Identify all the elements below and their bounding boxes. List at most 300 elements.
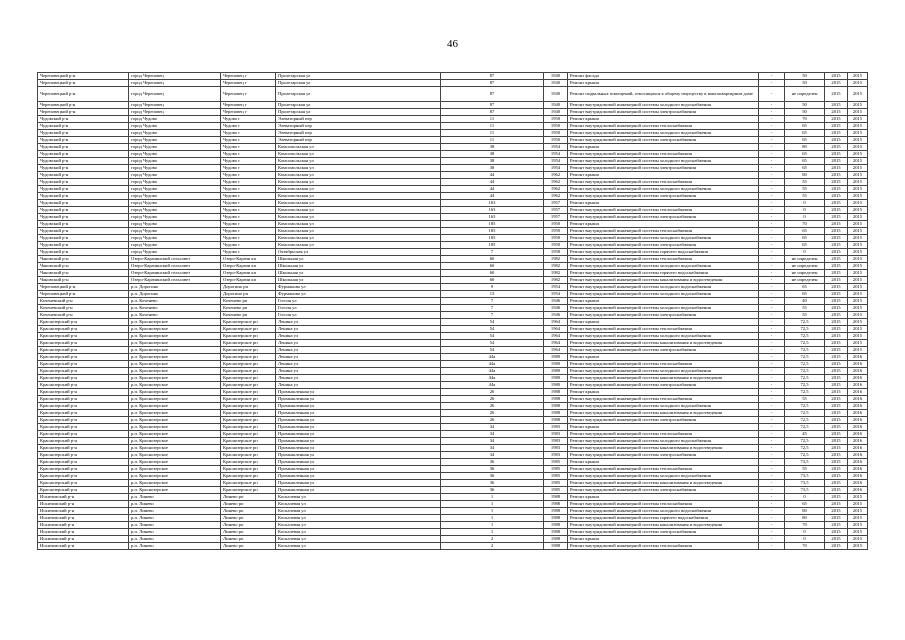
dash-cell: - xyxy=(759,298,785,305)
street-cell: Промышленная ул xyxy=(276,431,441,438)
house-number-cell: 54 xyxy=(441,340,544,347)
municipality-cell: р.п. Краснозерское xyxy=(129,340,221,347)
municipality-cell: город Чудово xyxy=(129,221,221,228)
table-row xyxy=(38,382,868,389)
district-cell: Коченевский р-н xyxy=(38,298,129,305)
street-cell: Элеваторный пер xyxy=(276,137,441,144)
start-year-cell: 2015 xyxy=(825,417,848,424)
end-year-cell: 2015 xyxy=(848,263,868,270)
start-year-cell: 2015 xyxy=(825,424,848,431)
street-cell: Комсомольская ул xyxy=(276,172,441,179)
municipality-cell: город Чудово xyxy=(129,172,221,179)
street-cell: Школьная ул xyxy=(276,256,441,263)
dash-cell: - xyxy=(759,445,785,452)
house-number-cell: 185 xyxy=(441,235,544,242)
house-number-cell: 87 xyxy=(441,73,544,80)
locality-cell: Коченево рп xyxy=(221,305,276,312)
start-year-cell: 2015 xyxy=(825,284,848,291)
house-number-cell: 185 xyxy=(441,221,544,228)
district-cell: Краснозерский р-н xyxy=(38,431,129,438)
build-year-cell: 1988 xyxy=(544,403,568,410)
wear-percent-cell: 55 xyxy=(785,305,825,312)
start-year-cell: 2015 xyxy=(825,228,848,235)
table-row xyxy=(38,536,868,543)
start-year-cell: 2015 xyxy=(825,256,848,263)
house-number-cell: 38 xyxy=(441,165,544,172)
table-row xyxy=(38,87,868,102)
start-year-cell: 2015 xyxy=(825,347,848,354)
build-year-cell: 1985 xyxy=(544,459,568,466)
house-number-cell: 44а xyxy=(441,368,544,375)
locality-cell: Череповец г xyxy=(221,80,276,87)
end-year-cell: 2016 xyxy=(848,403,868,410)
table-row xyxy=(38,312,868,319)
municipality-cell: город Чудово xyxy=(129,200,221,207)
build-year-cell: 1988 xyxy=(544,501,568,508)
start-year-cell: 2015 xyxy=(825,235,848,242)
district-cell: Краснозерский р-н xyxy=(38,354,129,361)
street-cell: Гоголя ул xyxy=(276,312,441,319)
work-type-cell: Ремонт внутридомовой инженерной системы горячего водоснабжения xyxy=(568,515,759,522)
house-number-cell: 1 xyxy=(441,501,544,508)
build-year-cell: 1950 xyxy=(544,228,568,235)
build-year-cell: 1957 xyxy=(544,200,568,207)
wear-percent-cell: 72,5 xyxy=(785,452,825,459)
street-cell: Школьная ул xyxy=(276,263,441,270)
house-number-cell: 87 xyxy=(441,102,544,109)
end-year-cell: 2015 xyxy=(848,249,868,256)
wear-percent-cell: 0 xyxy=(785,200,825,207)
wear-percent-cell: 80 xyxy=(785,172,825,179)
district-cell: Искитимский р-н xyxy=(38,515,129,522)
build-year-cell: 1988 xyxy=(544,529,568,536)
house-number-cell: 44 xyxy=(441,193,544,200)
dash-cell: - xyxy=(759,326,785,333)
wear-percent-cell: 65 xyxy=(785,123,825,130)
dash-cell: - xyxy=(759,466,785,473)
street-cell: Комсомольская ул xyxy=(276,158,441,165)
dash-cell: - xyxy=(759,319,785,326)
locality-cell: Линево рп xyxy=(221,508,276,515)
work-type-cell: Ремонт внутридомовой инженерной системы теплоснабжения xyxy=(568,501,759,508)
dash-cell: - xyxy=(759,158,785,165)
start-year-cell: 2015 xyxy=(825,144,848,151)
street-cell: Промышленная ул xyxy=(276,473,441,480)
start-year-cell: 2015 xyxy=(825,389,848,396)
municipality-cell: город Череповец xyxy=(129,102,221,109)
start-year-cell: 2015 xyxy=(825,298,848,305)
table-row xyxy=(38,137,868,144)
municipality-cell: город Череповец xyxy=(129,73,221,80)
locality-cell: Линево рп xyxy=(221,494,276,501)
street-cell: Промышленная ул xyxy=(276,480,441,487)
locality-cell: Краснозерское рп xyxy=(221,368,276,375)
end-year-cell: 2015 xyxy=(848,186,868,193)
work-type-cell: Ремонт внутридомовой инженерной системы холодного водоснабжения xyxy=(568,130,759,137)
street-cell: Ленина ул xyxy=(276,382,441,389)
municipality-cell: р.п. Линево xyxy=(129,515,221,522)
end-year-cell: 2015 xyxy=(848,333,868,340)
house-number-cell: 36 xyxy=(441,466,544,473)
street-cell: Коскалевая ул xyxy=(276,515,441,522)
table-row xyxy=(38,144,868,151)
street-cell: Фурманова ул xyxy=(276,284,441,291)
dash-cell: - xyxy=(759,87,785,102)
wear-percent-cell: не определен xyxy=(785,87,825,102)
end-year-cell: 2015 xyxy=(848,214,868,221)
street-cell: Коскалевая ул xyxy=(276,543,441,550)
work-type-cell: Ремонт внутридомовой инженерной системы канализования и водоотведения xyxy=(568,277,759,284)
build-year-cell: 1954 xyxy=(544,151,568,158)
house-number-cell: 11 xyxy=(441,116,544,123)
build-year-cell: 1950 xyxy=(544,116,568,123)
work-type-cell: Ремонт внутридомовой инженерной системы электроснабжения xyxy=(568,417,759,424)
locality-cell: Чудово г xyxy=(221,207,276,214)
build-year-cell: 1950 xyxy=(544,130,568,137)
end-year-cell: 2015 xyxy=(848,87,868,102)
district-cell: Краснозерский р-н xyxy=(38,326,129,333)
end-year-cell: 2015 xyxy=(848,109,868,116)
locality-cell: Череповец г xyxy=(221,73,276,80)
table-row xyxy=(38,438,868,445)
locality-cell: Чудово г xyxy=(221,158,276,165)
table-row xyxy=(38,431,868,438)
municipality-cell: р.п. Краснозерское xyxy=(129,417,221,424)
work-type-cell: Ремонт внутридомовой инженерной системы канализования и водоотведения xyxy=(568,445,759,452)
street-cell: Комсомольская ул xyxy=(276,165,441,172)
end-year-cell: 2015 xyxy=(848,305,868,312)
street-cell: Ленина ул xyxy=(276,354,441,361)
end-year-cell: 2015 xyxy=(848,536,868,543)
district-cell: Краснозерский р-н xyxy=(38,347,129,354)
end-year-cell: 2015 xyxy=(848,494,868,501)
locality-cell: Чудово г xyxy=(221,137,276,144)
locality-cell: Краснозерское рп xyxy=(221,340,276,347)
dash-cell: - xyxy=(759,186,785,193)
dash-cell: - xyxy=(759,165,785,172)
house-number-cell: 11 xyxy=(441,137,544,144)
locality-cell: Краснозерское рп xyxy=(221,466,276,473)
municipality-cell: город Череповец xyxy=(129,80,221,87)
house-number-cell: 9 xyxy=(441,284,544,291)
municipality-cell: р.п. Краснозерское xyxy=(129,326,221,333)
house-number-cell: 44 xyxy=(441,179,544,186)
wear-percent-cell: 72,5 xyxy=(785,410,825,417)
work-type-cell: Ремонт внутридомовой инженерной системы холодного водоснабжения xyxy=(568,235,759,242)
street-cell: Комсомольская ул xyxy=(276,207,441,214)
table-row xyxy=(38,221,868,228)
table-row xyxy=(38,151,868,158)
end-year-cell: 2015 xyxy=(848,529,868,536)
municipality-cell: город Чудово xyxy=(129,186,221,193)
locality-cell: Краснозерское рп xyxy=(221,326,276,333)
dash-cell: - xyxy=(759,347,785,354)
locality-cell: Коченево рп xyxy=(221,298,276,305)
start-year-cell: 2015 xyxy=(825,73,848,80)
end-year-cell: 2015 xyxy=(848,242,868,249)
work-type-cell: Ремонт крыши xyxy=(568,172,759,179)
street-cell: Промышленная ул xyxy=(276,438,441,445)
end-year-cell: 2015 xyxy=(848,347,868,354)
dash-cell: - xyxy=(759,137,785,144)
dash-cell: - xyxy=(759,179,785,186)
start-year-cell: 2015 xyxy=(825,172,848,179)
district-cell: Краснозерский р-н xyxy=(38,319,129,326)
district-cell: Краснозерский р-н xyxy=(38,438,129,445)
municipality-cell: город Чудово xyxy=(129,137,221,144)
municipality-cell: р.п. Краснозерское xyxy=(129,466,221,473)
locality-cell: Чудово г xyxy=(221,151,276,158)
street-cell: Комсомольская ул xyxy=(276,235,441,242)
table-row xyxy=(38,228,868,235)
dash-cell: - xyxy=(759,235,785,242)
build-year-cell: 1954 xyxy=(544,165,568,172)
work-type-cell: Ремонт внутридомовой инженерной системы теплоснабжения xyxy=(568,361,759,368)
wear-percent-cell: 65 xyxy=(785,242,825,249)
district-cell: Краснозерский р-н xyxy=(38,340,129,347)
house-number-cell: 1 xyxy=(441,529,544,536)
table-row xyxy=(38,473,868,480)
wear-percent-cell: 50 xyxy=(785,109,825,116)
locality-cell: Краснозерское рп xyxy=(221,417,276,424)
build-year-cell: 1980 xyxy=(544,375,568,382)
district-cell: Чудовский р-н xyxy=(38,193,129,200)
municipality-cell: р.п. Краснозерское xyxy=(129,333,221,340)
work-type-cell: Ремонт внутридомовой инженерной системы холодного водоснабжения xyxy=(568,508,759,515)
municipality-cell: р.п. Линево xyxy=(129,529,221,536)
start-year-cell: 2015 xyxy=(825,452,848,459)
build-year-cell: 1988 xyxy=(544,396,568,403)
table-row xyxy=(38,396,868,403)
dash-cell: - xyxy=(759,333,785,340)
district-cell: Чудовский р-н xyxy=(38,228,129,235)
wear-percent-cell: 0 xyxy=(785,494,825,501)
dash-cell: - xyxy=(759,382,785,389)
wear-percent-cell: 0 xyxy=(785,207,825,214)
street-cell: Промышленная ул xyxy=(276,410,441,417)
build-year-cell: 1962 xyxy=(544,172,568,179)
build-year-cell: 1954 xyxy=(544,144,568,151)
wear-percent-cell: 55 xyxy=(785,466,825,473)
build-year-cell: 1954 xyxy=(544,291,568,298)
municipality-cell: Озеро-Карачинский сельсовет xyxy=(129,277,221,284)
build-year-cell: 1940 xyxy=(544,73,568,80)
house-number-cell: 34 xyxy=(441,438,544,445)
build-year-cell: 1946 xyxy=(544,305,568,312)
house-number-cell: 54 xyxy=(441,347,544,354)
wear-percent-cell: 0 xyxy=(785,536,825,543)
municipality-cell: р.п. Краснозерское xyxy=(129,347,221,354)
municipality-cell: Озеро-Карачинский сельсовет xyxy=(129,256,221,263)
dash-cell: - xyxy=(759,73,785,80)
table-row xyxy=(38,403,868,410)
house-number-cell: 7 xyxy=(441,312,544,319)
dash-cell: - xyxy=(759,270,785,277)
table-row xyxy=(38,158,868,165)
locality-cell: Чудово г xyxy=(221,130,276,137)
build-year-cell: 1957 xyxy=(544,214,568,221)
work-type-cell: Ремонт внутридомовой инженерной системы электроснабжения xyxy=(568,487,759,494)
start-year-cell: 2015 xyxy=(825,536,848,543)
start-year-cell: 2015 xyxy=(825,340,848,347)
start-year-cell: 2015 xyxy=(825,151,848,158)
work-type-cell: Ремонт внутридомовой инженерной системы канализования и водоотведения xyxy=(568,480,759,487)
house-number-cell: 7 xyxy=(441,305,544,312)
house-number-cell: 36 xyxy=(441,459,544,466)
wear-percent-cell: 72,5 xyxy=(785,417,825,424)
start-year-cell: 2015 xyxy=(825,459,848,466)
dash-cell: - xyxy=(759,200,785,207)
table-row xyxy=(38,333,868,340)
locality-cell: Чудово г xyxy=(221,123,276,130)
district-cell: Чудовский р-н xyxy=(38,172,129,179)
municipality-cell: город Чудово xyxy=(129,228,221,235)
start-year-cell: 2015 xyxy=(825,333,848,340)
municipality-cell: город Чудово xyxy=(129,207,221,214)
district-cell: Краснозерский р-н xyxy=(38,382,129,389)
dash-cell: - xyxy=(759,263,785,270)
end-year-cell: 2015 xyxy=(848,102,868,109)
table-row xyxy=(38,193,868,200)
house-number-cell: 1 xyxy=(441,494,544,501)
start-year-cell: 2015 xyxy=(825,158,848,165)
end-year-cell: 2015 xyxy=(848,172,868,179)
street-cell: Пролетарская ул xyxy=(276,109,441,116)
build-year-cell: 1982 xyxy=(544,277,568,284)
district-cell: Краснозерский р-н xyxy=(38,410,129,417)
table-row xyxy=(38,340,868,347)
start-year-cell: 2015 xyxy=(825,109,848,116)
table-row xyxy=(38,466,868,473)
start-year-cell: 2015 xyxy=(825,80,848,87)
wear-percent-cell: 72,5 xyxy=(785,333,825,340)
start-year-cell: 2015 xyxy=(825,214,848,221)
municipality-cell: р.п. Линево xyxy=(129,536,221,543)
build-year-cell: 1962 xyxy=(544,179,568,186)
end-year-cell: 2015 xyxy=(848,522,868,529)
district-cell: Череповецкий р-н xyxy=(38,87,129,102)
table-row xyxy=(38,109,868,116)
locality-cell: Озеро-Карачи кп xyxy=(221,270,276,277)
house-number-cell: 34 xyxy=(441,424,544,431)
end-year-cell: 2015 xyxy=(848,270,868,277)
build-year-cell: 1950 xyxy=(544,137,568,144)
district-cell: Искитимский р-н xyxy=(38,508,129,515)
district-cell: Краснозерский р-н xyxy=(38,403,129,410)
table-row xyxy=(38,522,868,529)
municipality-cell: р.п. Краснозерское xyxy=(129,361,221,368)
build-year-cell: 1985 xyxy=(544,473,568,480)
house-number-cell: 163 xyxy=(441,207,544,214)
work-type-cell: Ремонт внутридомовой инженерной системы электроснабжения xyxy=(568,109,759,116)
street-cell: Гоголя ул xyxy=(276,305,441,312)
end-year-cell: 2016 xyxy=(848,389,868,396)
house-number-cell: 87 xyxy=(441,109,544,116)
wear-percent-cell: 55 xyxy=(785,396,825,403)
district-cell: Искитимский р-н xyxy=(38,494,129,501)
table-row xyxy=(38,319,868,326)
locality-cell: Озеро-Карачи кп xyxy=(221,256,276,263)
district-cell: Череповецкий р-н xyxy=(38,80,129,87)
street-cell: Ленина ул xyxy=(276,361,441,368)
table-row xyxy=(38,256,868,263)
street-cell: Комсомольская ул xyxy=(276,179,441,186)
locality-cell: Краснозерское рп xyxy=(221,487,276,494)
wear-percent-cell: 0 xyxy=(785,529,825,536)
end-year-cell: 2016 xyxy=(848,375,868,382)
table-row xyxy=(38,73,868,80)
house-number-cell: 26 xyxy=(441,389,544,396)
municipality-cell: р.п. Краснозерское xyxy=(129,480,221,487)
municipality-cell: р.п. Краснозерское xyxy=(129,431,221,438)
work-type-cell: Ремонт внутридомовой инженерной системы холодного водоснабжения xyxy=(568,438,759,445)
build-year-cell: 1962 xyxy=(544,186,568,193)
municipality-cell: город Чудово xyxy=(129,249,221,256)
build-year-cell: 1988 xyxy=(544,410,568,417)
table-row xyxy=(38,494,868,501)
start-year-cell: 2015 xyxy=(825,242,848,249)
house-number-cell: 54 xyxy=(441,319,544,326)
street-cell: Коскалевая ул xyxy=(276,536,441,543)
build-year-cell: 1964 xyxy=(544,340,568,347)
wear-percent-cell: 55 xyxy=(785,179,825,186)
district-cell: Чановский р-н xyxy=(38,277,129,284)
street-cell: Ленина ул xyxy=(276,333,441,340)
work-type-cell: Ремонт внутридомовой инженерной системы холодного водоснабжения xyxy=(568,284,759,291)
municipality-cell: р.п. Краснозерское xyxy=(129,403,221,410)
house-number-cell: 11 xyxy=(441,130,544,137)
street-cell: Комсомольская ул xyxy=(276,200,441,207)
municipality-cell: город Череповец xyxy=(129,109,221,116)
dash-cell: - xyxy=(759,102,785,109)
district-cell: Краснозерский р-н xyxy=(38,480,129,487)
start-year-cell: 2015 xyxy=(825,277,848,284)
district-cell: Краснозерский р-н xyxy=(38,361,129,368)
build-year-cell: 1988 xyxy=(544,417,568,424)
municipality-cell: р.п. Коченево xyxy=(129,312,221,319)
house-number-cell: 185 xyxy=(441,228,544,235)
work-type-cell: Ремонт внутридомовой инженерной системы канализования и водоотведения xyxy=(568,340,759,347)
wear-percent-cell: 65 xyxy=(785,158,825,165)
table-row xyxy=(38,207,868,214)
dash-cell: - xyxy=(759,221,785,228)
end-year-cell: 2015 xyxy=(848,256,868,263)
end-year-cell: 2015 xyxy=(848,200,868,207)
locality-cell: Чудово г xyxy=(221,144,276,151)
municipality-cell: Озеро-Карачинский сельсовет xyxy=(129,270,221,277)
district-cell: Искитимский р-н xyxy=(38,543,129,550)
table-row xyxy=(38,375,868,382)
locality-cell: Дорогино рп xyxy=(221,284,276,291)
build-year-cell: 1964 xyxy=(544,347,568,354)
district-cell: Чудовский р-н xyxy=(38,137,129,144)
build-year-cell: 1954 xyxy=(544,158,568,165)
municipality-cell: р.п. Линево xyxy=(129,501,221,508)
wear-percent-cell: 73,5 xyxy=(785,473,825,480)
dash-cell: - xyxy=(759,151,785,158)
street-cell: Пролетарская ул xyxy=(276,73,441,80)
work-type-cell: Ремонт внутридомовой инженерной системы канализования и водоотведения xyxy=(568,410,759,417)
locality-cell: Краснозерское рп xyxy=(221,480,276,487)
build-year-cell: 1980 xyxy=(544,354,568,361)
house-number-cell: 26 xyxy=(441,396,544,403)
work-type-cell: Ремонт крыши xyxy=(568,536,759,543)
street-cell: Элеваторный пер xyxy=(276,130,441,137)
district-cell: Искитимский р-н xyxy=(38,501,129,508)
end-year-cell: 2015 xyxy=(848,116,868,123)
table-row xyxy=(38,235,868,242)
build-year-cell: 1964 xyxy=(544,333,568,340)
